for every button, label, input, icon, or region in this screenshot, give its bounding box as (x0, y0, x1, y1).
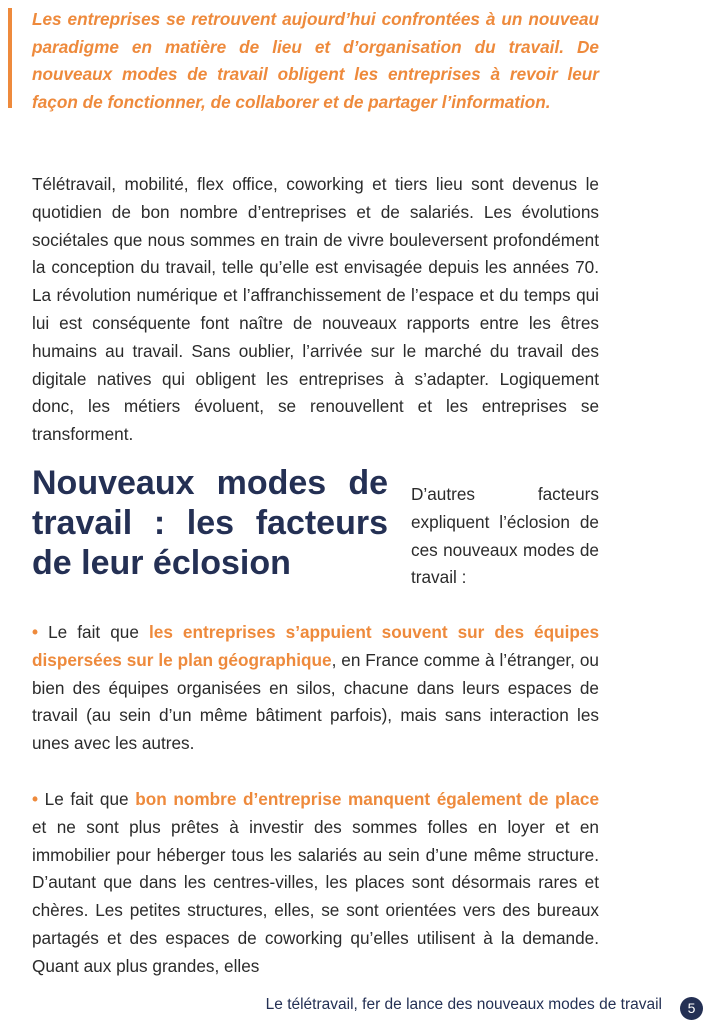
bullet-lead: Le fait que (48, 622, 139, 642)
page-number-badge: 5 (680, 997, 703, 1020)
body-paragraph: Télétravail, mobilité, flex office, coworking et tiers lieu sont devenus le quotidien de bon nombre d’entreprises et de salariés. Les évolutions sociétales que nous sommes en train de vivre bouleversent profondément la conception du travail, telle qu’elle est envisagée depuis les années 70. La révolution numérique et l’affranchissement de l’espace et du temps qui lui est conséquente font naître de nouveaux rapports entre les êtres humains au travail. Sans oublier, l’arrivée sur le marché du travail des digitale natives qui obligent les entreprises à s’adapter. Logiquement donc, les métiers évoluent, se renouvellent et les entreprises se transforment. (32, 174, 599, 445)
section-heading: Nouveaux modes de travail : les facteurs de leur éclosion (32, 464, 388, 582)
bullet-highlight: les entreprises s’appuient souvent sur des équipes dispersées sur le plan géographique (32, 622, 600, 670)
bullet-highlight: bon nombre d’entreprise manquent également de place (135, 789, 599, 809)
quote-accent-bar (8, 8, 12, 108)
bullet-text: , en France comme à l’étranger, ou bien des équipes organisées en silos, chacune dans leurs espaces de travail (au sein d’un même bâtiment parfois), mais sans interaction les unes avec les autres. (32, 649, 599, 754)
bullet-paragraph (32, 619, 599, 758)
bullet-icon: • (32, 622, 39, 642)
bullet-text: et ne sont plus prêtes à investir des sommes folles en loyer et en immobilier pour héberger tous les salariés au sein d’une même structure. D’autant que dans les centres-villes, les places sont désormais rares et chères. Les petites structures, elles, se sont orientées vers des bureaux partagés et des espaces de coworking qu’elles utilisent à la demande. Quant aux plus grandes, elles (32, 816, 599, 976)
footer-title: Le télétravail, fer de lance des nouveaux modes de travail (265, 996, 662, 1013)
bullet-icon: • (32, 789, 39, 809)
bullet-lead: Le fait que (44, 789, 129, 809)
bullet-paragraph (32, 786, 599, 982)
heading-side-text: D’autres facteurs expliquent l’éclosion de ces nouveaux modes de travail : (411, 484, 599, 588)
intro-quote: Les entreprises se retrouvent aujourd’hui confrontées à un nouveau paradigme en matière de lieu et d’organisation du travail. De nouveaux modes de travail obligent les entreprises à revoir leur façon de fonctionner, de collaborer et de partager l’information. (32, 9, 599, 113)
